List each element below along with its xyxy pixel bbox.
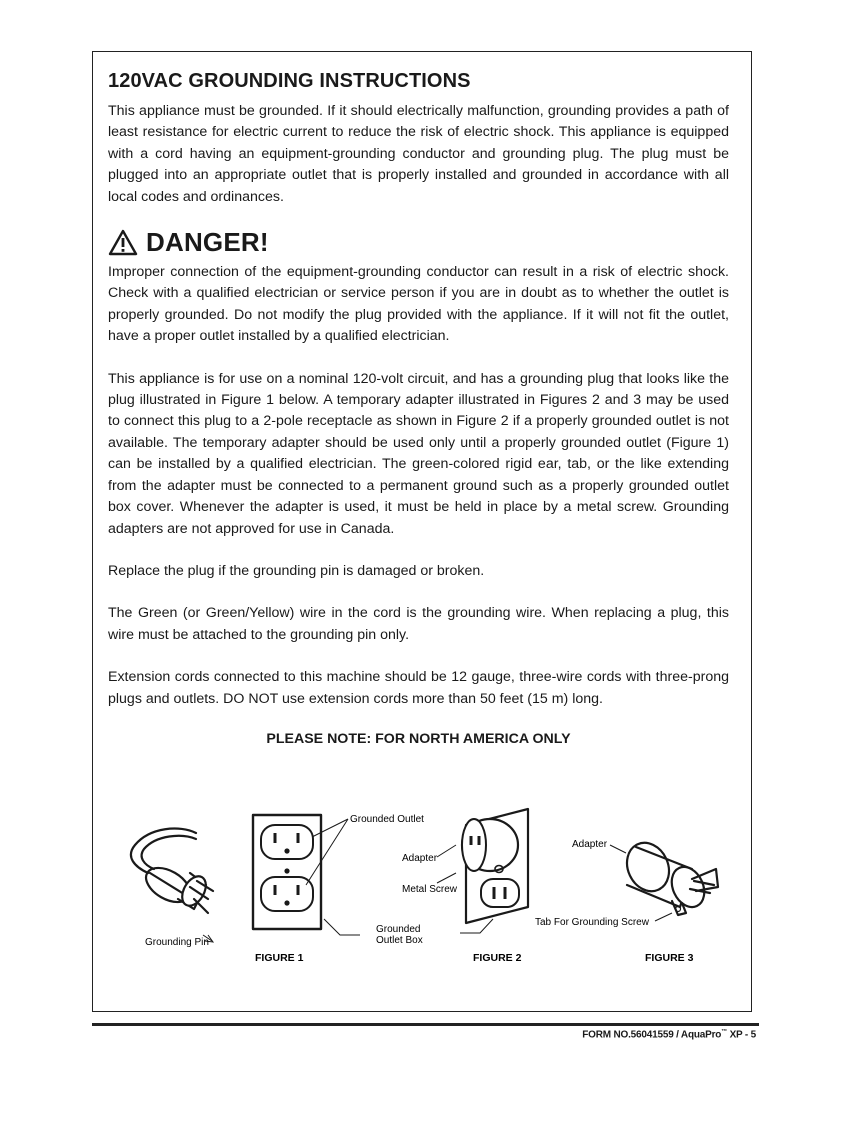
intro-paragraph: This appliance must be grounded. If it should electrically malfunction, grounding provides a path of least resistance for electric current to reduce the risk of electric shock. This appliance is equipped with a cord having an equipment-grounding conductor and grounding plug. The plug must be plugged into an appropriate outlet that is properly installed and grounded in accordance with all local codes and ordinances. (108, 103, 729, 205)
danger-title: DANGER! (146, 227, 269, 258)
danger-paragraph: Improper connection of the equipment-grounding conductor can result in a risk of electric shock. Check with a qualified electrician or service person if you are in doubt as to whether the outlet is properly grounded. Do not modify the plug provided with the appliance. If it will not fit the outlet, have a proper outlet installed by a qualified electrician. (108, 264, 729, 345)
document-body (108, 70, 729, 747)
figures-illustration (100, 795, 750, 975)
metal-screw-label: Metal Screw (402, 884, 458, 895)
grounded-outlet-label: Grounded Outlet (350, 814, 424, 825)
figure-1-caption: FIGURE 1 (255, 952, 304, 964)
replace-plug-paragraph: Replace the plug if the grounding pin is damaged or broken. (108, 562, 485, 579)
adapter-fig3-label: Adapter (572, 839, 608, 850)
page-title: 120VAC GROUNDING INSTRUCTIONS (108, 70, 471, 92)
footer-model-page: XP - 5 (727, 1029, 756, 1041)
adapter-outlet-illustration (462, 809, 528, 923)
outlet-box-label-line2: Outlet Box (376, 935, 423, 946)
extension-cord-paragraph: Extension cords connected to this machine should be 12 gauge, three-wire cords with three-prong plugs and outlets. DO NOT use extension cords more than 50 feet (15 m) long. (108, 669, 729, 707)
ground-wire-paragraph: The Green (or Green/Yellow) wire in the cord is the grounding wire. When replacing a plug, this wire must be attached to the grounding pin only. (108, 605, 729, 643)
figure-3-caption: FIGURE 3 (645, 952, 694, 964)
figure-2-caption: FIGURE 2 (473, 952, 522, 964)
adapter-fig2-label: Adapter (402, 853, 438, 864)
north-america-note: PLEASE NOTE: FOR NORTH AMERICA ONLY (266, 730, 571, 747)
footer-form: FORM NO.56041559 / AquaPro (582, 1029, 722, 1041)
page-footer (582, 1029, 756, 1040)
grounded-plug-illustration (131, 829, 213, 913)
adapter-illustration (619, 836, 718, 915)
danger-heading (108, 227, 729, 258)
trademark-mark: ™ (721, 1029, 727, 1035)
footer-rule (92, 1023, 759, 1026)
grounding-pin-label: Grounding Pin (145, 937, 209, 948)
warning-icon (108, 229, 138, 256)
outlet-box-label-line1: Grounded (376, 924, 421, 935)
usage-paragraph: This appliance is for use on a nominal 120-volt circuit, and has a grounding plug that looks like the plug illustrated in Figure 1 below. A temporary adapter illustrated in Figures 2 and 3 may be used to connect this plug to a 2-pole receptacle as shown in Figure 2 if a properly grounded outlet is not available. The temporary adapter should be used only until a properly grounded outlet (Figure 1) can be installed by a qualified electrician. The green-colored rigid ear, tab, or the like extending from the adapter must be connected to a permanent ground such as a properly grounded outlet box cover. Whenever the adapter is used, it must be held in place by a metal screw. Grounding adapters are not approved for use in Canada. (108, 370, 729, 537)
tab-grounding-screw-label: Tab For Grounding Screw (535, 917, 649, 928)
